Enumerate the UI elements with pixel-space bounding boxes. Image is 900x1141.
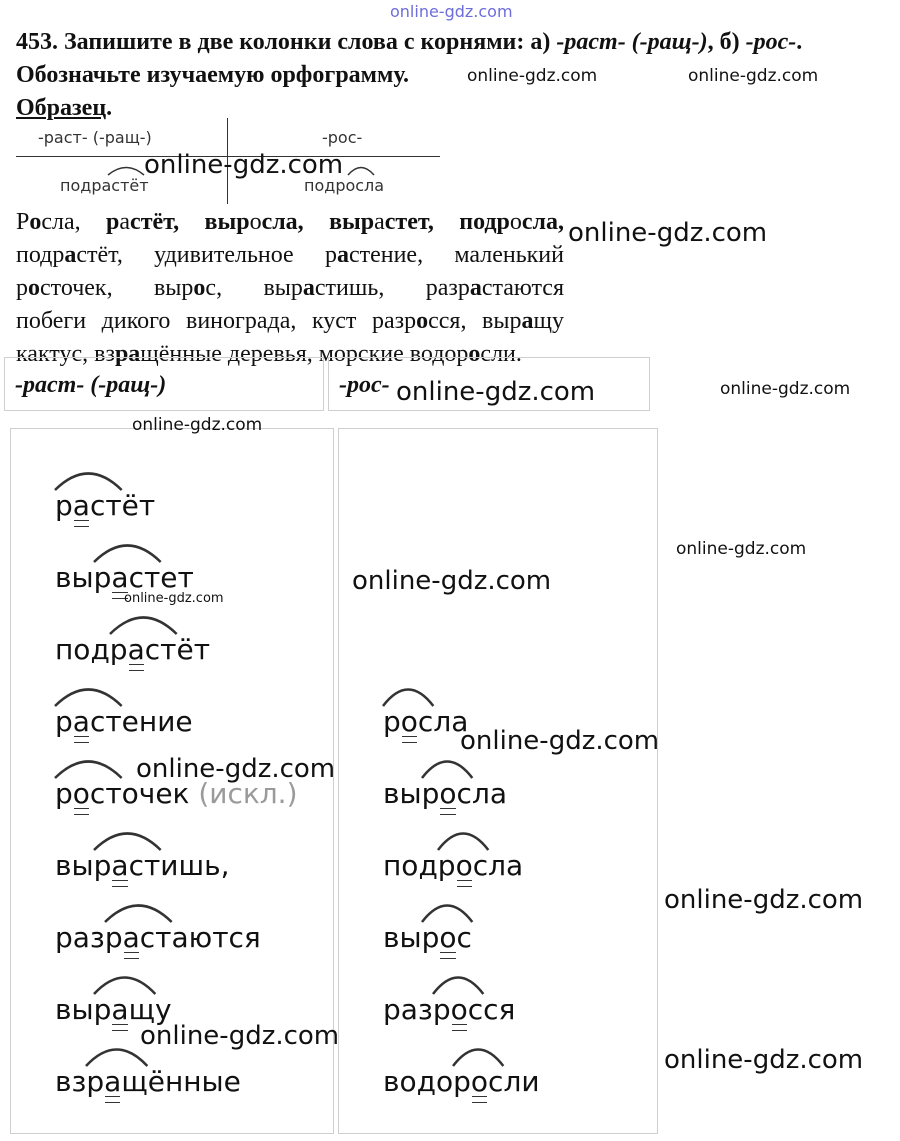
word-prefix: под	[383, 849, 438, 882]
root-letter: с	[456, 921, 472, 954]
task-end: .	[796, 29, 803, 55]
watermark: online-gdz.com	[460, 726, 660, 756]
vowel-highlight: сла, выр	[261, 209, 375, 235]
word-suffix: ение	[121, 705, 193, 738]
root-vowel: о	[470, 1065, 489, 1098]
word-prefix: вы	[55, 993, 94, 1026]
watermark: online-gdz.com	[124, 591, 224, 606]
text-fragment: кактус, вз	[16, 341, 115, 367]
answer-word	[55, 921, 261, 954]
text-fragment: сла,	[41, 209, 107, 235]
answer-word	[55, 849, 230, 882]
root-arc	[110, 618, 177, 635]
vowel-highlight: стёт, выр	[130, 209, 250, 235]
word-root	[438, 849, 488, 882]
vowel-highlight: а	[336, 242, 349, 268]
word-suffix: ённые	[147, 1065, 241, 1098]
root-arc	[438, 834, 488, 851]
root-arc-icon	[381, 683, 435, 707]
answer-header-col-b: -рос-	[328, 357, 650, 411]
text-fragment: сли.	[480, 341, 522, 367]
word-prefix: вы	[383, 921, 422, 954]
root-arc	[105, 906, 172, 923]
watermark: online-gdz.com	[396, 377, 596, 407]
vowel-highlight: сла,	[521, 209, 564, 235]
vowel-highlight: о	[29, 209, 42, 235]
root-vowel: о	[450, 993, 468, 1026]
answer-word	[55, 561, 194, 594]
sample-col-b-word: подросла	[304, 176, 385, 195]
vowel-highlight: о	[28, 275, 40, 301]
watermark: online-gdz.com	[140, 1021, 340, 1051]
task-line-2: Обозначьте изучаемую орфограмму.	[16, 62, 409, 88]
root-vowel: а	[104, 1065, 122, 1098]
watermark: online-gdz.com	[352, 566, 552, 596]
root-arc-icon	[420, 755, 474, 779]
text-fragment: стёт, удивительное р	[76, 242, 337, 268]
root-arc	[94, 834, 161, 851]
root-arc-icon	[436, 827, 490, 851]
text-fragment: стаются	[481, 275, 564, 301]
word-suffix: очек	[121, 777, 190, 810]
exception-note: (искл.)	[189, 777, 298, 810]
answer-word	[383, 849, 523, 882]
watermark: online-gdz.com	[144, 150, 344, 180]
word-suffix: ла	[488, 849, 524, 882]
sample-label: Образец	[16, 95, 107, 121]
root-arc	[422, 762, 472, 779]
word-prefix: вз	[55, 1065, 87, 1098]
root-arc	[55, 690, 122, 707]
vowel-highlight: а	[64, 242, 77, 268]
word-suffix: ли	[503, 1065, 540, 1098]
root-letter: р	[421, 777, 440, 810]
watermark-top: online-gdz.com	[390, 2, 513, 21]
vowel-highlight: о	[193, 275, 206, 301]
word-root	[94, 849, 161, 882]
root-vowel: о	[439, 777, 457, 810]
root-letter: р	[421, 921, 440, 954]
word-root	[422, 777, 472, 810]
root-arc	[422, 906, 472, 923]
word-suffix: ёт	[121, 489, 156, 522]
text-fragment: о	[509, 209, 522, 235]
text-fragment: стение, маленький	[348, 242, 564, 268]
answer-word	[383, 777, 507, 810]
watermark: online-gdz.com	[568, 218, 768, 248]
root-letter: ст	[144, 633, 177, 666]
watermark: online-gdz.com	[136, 754, 336, 784]
root-letter: р	[93, 561, 112, 594]
word-suffix: ишь,	[160, 849, 230, 882]
root-arc	[433, 978, 483, 995]
root-arc-icon	[53, 683, 124, 707]
text-fragment: а	[374, 209, 385, 235]
text-fragment: а	[119, 209, 131, 235]
exercise-line	[16, 239, 564, 272]
sample-arc-b	[346, 162, 376, 176]
word-root	[55, 777, 122, 810]
root-arc	[55, 474, 122, 491]
root-letter: р	[86, 1065, 105, 1098]
root-letter: ст	[128, 849, 161, 882]
vowel-highlight: стет, подр	[384, 209, 510, 235]
root-letter: с	[472, 849, 489, 882]
word-prefix: под	[55, 633, 110, 666]
text-fragment: р	[16, 275, 28, 301]
root-vowel: а	[72, 489, 90, 522]
exercise-line	[16, 272, 564, 305]
answer-word	[383, 993, 515, 1026]
text-fragment: стишь, разр	[314, 275, 470, 301]
root-arc-icon	[431, 971, 485, 995]
watermark: online-gdz.com	[720, 379, 851, 399]
root-letter: ст	[128, 561, 161, 594]
word-suffix: ла	[471, 777, 507, 810]
sample-col-a-header: -раст- (-ращ-)	[38, 128, 152, 147]
task-number: 453.	[16, 29, 58, 55]
root-letter: ст	[139, 921, 172, 954]
task-text: Запишите в две колонки слова с корнями: а)	[64, 29, 551, 55]
text-fragment: Р	[16, 209, 30, 235]
vowel-highlight: а	[128, 341, 141, 367]
root-arc-icon	[103, 899, 174, 923]
answer-word	[55, 705, 193, 738]
root-vowel: а	[127, 633, 145, 666]
watermark: online-gdz.com	[132, 415, 263, 435]
answer-word	[383, 921, 472, 954]
root-letter: ст	[89, 489, 122, 522]
word-root	[86, 1065, 147, 1098]
word-root	[383, 705, 433, 738]
watermark: online-gdz.com	[676, 539, 807, 559]
vowel-highlight: а	[521, 308, 534, 334]
vowel-highlight: р	[114, 341, 129, 367]
root-vowel: о	[400, 705, 418, 738]
word-prefix: раз	[55, 921, 105, 954]
sample-col-a-word: подрастёт	[60, 176, 149, 195]
root-vowel: а	[111, 849, 129, 882]
word-suffix: ся	[483, 993, 516, 1026]
root-letter: р	[55, 777, 73, 810]
word-suffix: аются	[171, 921, 261, 954]
vowel-highlight: о	[468, 341, 481, 367]
answer-word	[383, 1065, 540, 1098]
text-fragment: щу	[533, 308, 564, 334]
root-arc-icon	[92, 971, 157, 995]
root-vowel: о	[439, 921, 457, 954]
text-fragment: щённые деревья, морские водор	[140, 341, 469, 367]
root-vowel: а	[72, 705, 90, 738]
root-letter: с	[456, 777, 472, 810]
text-fragment: сточек, выр	[40, 275, 194, 301]
task-line-1	[16, 26, 896, 59]
word-suffix: у	[154, 993, 172, 1026]
exercise-line	[16, 305, 564, 338]
root-letter: р	[93, 849, 112, 882]
root-letter: р	[432, 993, 451, 1026]
vowel-highlight: р	[106, 209, 120, 235]
answer-col-b	[338, 428, 658, 1134]
word-root	[55, 489, 122, 522]
word-prefix: вы	[383, 777, 422, 810]
word-suffix: ет	[160, 561, 194, 594]
word-root	[453, 1065, 503, 1098]
word-root	[55, 705, 122, 738]
text-fragment: подр	[16, 242, 65, 268]
root-letter: р	[55, 489, 73, 522]
root-letter: р	[437, 849, 456, 882]
root-letter: ст	[89, 777, 122, 810]
root-arc-icon	[92, 827, 163, 851]
answer-word	[55, 633, 210, 666]
root-letter: щ	[128, 993, 155, 1026]
sample-dot: .	[106, 95, 113, 121]
watermark: online-gdz.com	[664, 1045, 864, 1075]
root-arc	[94, 546, 161, 563]
root-b-label: -рос-	[745, 29, 797, 55]
word-prefix: водо	[383, 1065, 454, 1098]
root-letter: ст	[89, 705, 122, 738]
root-arc-icon	[53, 755, 124, 779]
exercise-text	[16, 206, 564, 371]
root-arc-icon	[451, 1043, 505, 1067]
root-vowel: а	[111, 561, 129, 594]
watermark: online-gdz.com	[688, 66, 819, 86]
word-root	[105, 921, 172, 954]
answer-word	[55, 1065, 241, 1098]
word-root	[422, 921, 472, 954]
root-letter: с	[467, 993, 484, 1026]
root-arc	[55, 762, 122, 779]
watermark: online-gdz.com	[664, 885, 864, 915]
word-root	[433, 993, 483, 1026]
root-vowel: а	[111, 993, 129, 1026]
word-root	[110, 633, 177, 666]
root-letter: р	[109, 633, 128, 666]
vowel-highlight: а	[302, 275, 315, 301]
root-a-label: -раст- (-ращ-)	[556, 29, 708, 55]
exercise-line	[16, 206, 564, 239]
word-prefix: вы	[55, 849, 94, 882]
root-letter: р	[104, 921, 123, 954]
root-vowel: а	[122, 921, 140, 954]
answer-word	[55, 489, 155, 522]
sample-col-b-header: -рос-	[322, 128, 363, 147]
vowel-highlight: а	[469, 275, 482, 301]
root-vowel: о	[72, 777, 90, 810]
root-letter: с	[417, 705, 434, 738]
root-arc-icon	[53, 467, 124, 491]
word-prefix: раз	[383, 993, 433, 1026]
answer-word	[383, 705, 468, 738]
word-root	[94, 561, 161, 594]
word-prefix: вы	[55, 561, 94, 594]
word-suffix: ла	[433, 705, 469, 738]
root-letter: р	[93, 993, 112, 1026]
root-arc	[94, 978, 155, 995]
text-fragment: о	[249, 209, 262, 235]
root-letter: р	[453, 1065, 471, 1098]
root-letter: щ	[121, 1065, 148, 1098]
root-arc	[453, 1050, 503, 1067]
root-arc-icon	[108, 611, 179, 635]
sample-arc-a	[106, 162, 146, 176]
root-arc	[383, 690, 433, 707]
root-arc	[86, 1050, 147, 1067]
watermark: online-gdz.com	[467, 66, 598, 86]
root-letter: р	[55, 705, 73, 738]
root-letter: р	[383, 705, 401, 738]
text-fragment: побеги дикого винограда, куст разр	[16, 308, 417, 334]
root-vowel: о	[455, 849, 473, 882]
task-sep: , б)	[707, 29, 740, 55]
vowel-highlight: о	[416, 308, 429, 334]
root-letter: с	[488, 1065, 504, 1098]
word-suffix: ёт	[176, 633, 211, 666]
root-arc-icon	[92, 539, 163, 563]
root-arc-icon	[420, 899, 474, 923]
text-fragment: с, выр	[205, 275, 303, 301]
text-fragment: сся, выр	[428, 308, 522, 334]
answer-header-col-a: -раст- (-ращ-)	[4, 357, 324, 411]
